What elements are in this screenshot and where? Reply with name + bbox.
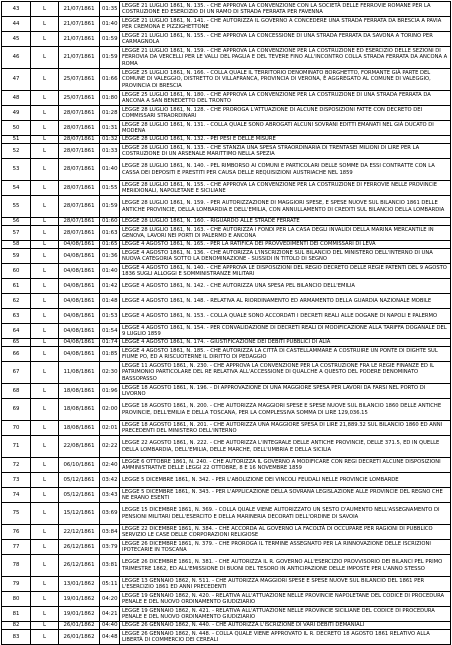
reference-cell: 04:21 bbox=[100, 607, 120, 622]
row-number-cell: 75 bbox=[2, 503, 31, 525]
table-row bbox=[2, 159, 451, 181]
reference-cell: 02:00 bbox=[100, 399, 120, 421]
table-row bbox=[2, 2, 451, 17]
act-type-cell: L bbox=[31, 47, 59, 69]
reference-cell: 01:48 bbox=[100, 294, 120, 309]
date-cell: 25/07/1861 bbox=[59, 69, 100, 91]
table-row bbox=[2, 347, 451, 362]
reference-cell: 01:65 bbox=[100, 241, 120, 249]
table-row bbox=[2, 218, 451, 226]
row-number-cell: 69 bbox=[2, 399, 31, 421]
date-cell: 28/07/1861 bbox=[59, 136, 100, 144]
date-cell: 28/07/1861 bbox=[59, 106, 100, 121]
description-cell: LEGGE 4 AGOSTO 1861, N. 165. - PER LA RATIFICA DEI PROVVEDIMENTI DEI COMMISSARI DI LEVA bbox=[120, 241, 451, 249]
description-cell: LEGGE 4 AGOSTO 1861, N. 154. - PER CONVALIDAZIONE DI DECRETI REALI DI MODIFICAZIONE ALLA TARIFFA DOGANALE DEL 9 LUGLIO 1859 bbox=[120, 324, 451, 339]
date-cell: 04/08/1861 bbox=[59, 241, 100, 249]
description-cell: LEGGE 18 AGOSTO 1861, N. 196. - DI APPROVAZIONE DI UNA MAGGIORE SPESA PER LAVORI DA FARSI NEL PORTO DI LIVORNO bbox=[120, 384, 451, 399]
act-type-cell: L bbox=[31, 473, 59, 488]
description-cell: LEGGE 19 GENNAIO 1862, N. 420. - RELATIVA ALL'ATTUAZIONE NELLE PROVINCIE NAPOLETANE DEL CODICE DI PROCEDURA PENALE E DEL NUOVO ORDINAMENTO GIUDIZIARIO bbox=[120, 592, 451, 607]
table-row bbox=[2, 32, 451, 47]
reference-cell: 01:33 bbox=[100, 144, 120, 159]
reference-cell: 05:11 bbox=[100, 577, 120, 592]
row-number-cell: 61 bbox=[2, 279, 31, 294]
description-cell: LEGGE 5 DICEMBRE 1861, N. 342. - PER L'ABOLIZIONE DEI VINCOLI FEUDALI NELLE PROVINCIE LOMBARDE bbox=[120, 473, 451, 488]
reference-cell: 01:31 bbox=[100, 121, 120, 136]
row-number-cell: 64 bbox=[2, 324, 31, 339]
description-cell: LEGGE 28 LUGLIO 1861, N. 128. - CHE PROROGA L'ATTUAZIONE DI ALCUNE DISPOSIZIONI FATTE CON DECRETO DEI COMMISSARI STRAORDINARI bbox=[120, 106, 451, 121]
date-cell: 13/01/1862 bbox=[59, 577, 100, 592]
row-number-cell: 47 bbox=[2, 69, 31, 91]
date-cell: 04/08/1861 bbox=[59, 264, 100, 279]
date-cell: 25/07/1861 bbox=[59, 91, 100, 106]
table-row bbox=[2, 436, 451, 458]
description-cell: LEGGE 4 AGOSTO 1861, N. 140. - CHE APPROVA LE DISPOSIZIONI DEL REGIO DECRETO DELLE REGIE PATENTI DEL 9 AGOSTO 1836 SUGLI ALLOGGI E SOMMINISTRANZE MILITARI bbox=[120, 264, 451, 279]
reference-cell: 01:32 bbox=[100, 136, 120, 144]
row-number-cell: 70 bbox=[2, 421, 31, 436]
description-cell: LEGGE 28 LUGLIO 1861, N. 160. - RIGUARDO ALLE STRADE FERRATE bbox=[120, 218, 451, 226]
reference-cell: 01:36 bbox=[100, 249, 120, 264]
date-cell: 28/07/1861 bbox=[59, 226, 100, 241]
act-type-cell: L bbox=[31, 384, 59, 399]
row-number-cell: 43 bbox=[2, 2, 31, 17]
table-row bbox=[2, 241, 451, 249]
table-row bbox=[2, 458, 451, 473]
row-number-cell: 82 bbox=[2, 622, 31, 630]
description-cell: LEGGE 11 AGOSTO 1861, N. 230. - CHE APPROVA LA CONVENZIONE PER LA COSTRUZIONE FRA LE REGIE FINANZE ED IL PATRIMONIO PARTICOLARE DEL RE RELATIVA ALL'ACCESSIONE DI QUALCHE A QUESTO DEL PODERE DENOMINATO BASSOPASSO bbox=[120, 362, 451, 384]
reference-cell: 04:40 bbox=[100, 622, 120, 630]
row-number-cell: 44 bbox=[2, 17, 31, 32]
date-cell: 28/07/1861 bbox=[59, 218, 100, 226]
reference-cell: 01:40 bbox=[100, 159, 120, 181]
act-type-cell: L bbox=[31, 362, 59, 384]
table-row bbox=[2, 17, 451, 32]
act-type-cell: L bbox=[31, 2, 59, 17]
reference-cell: 01:59 bbox=[100, 47, 120, 69]
date-cell: 15/12/1861 bbox=[59, 503, 100, 525]
reference-cell: 01:85 bbox=[100, 347, 120, 362]
act-type-cell: L bbox=[31, 630, 59, 645]
row-number-cell: 49 bbox=[2, 106, 31, 121]
date-cell: 26/01/1862 bbox=[59, 622, 100, 630]
reference-cell: 01:55 bbox=[100, 181, 120, 196]
date-cell: 04/08/1861 bbox=[59, 324, 100, 339]
table-row bbox=[2, 473, 451, 488]
act-type-cell: L bbox=[31, 279, 59, 294]
act-type-cell: L bbox=[31, 339, 59, 347]
row-number-cell: 45 bbox=[2, 32, 31, 47]
date-cell: 28/07/1861 bbox=[59, 159, 100, 181]
date-cell: 11/08/1861 bbox=[59, 362, 100, 384]
row-number-cell: 74 bbox=[2, 488, 31, 503]
row-number-cell: 54 bbox=[2, 181, 31, 196]
act-type-cell: L bbox=[31, 503, 59, 525]
act-type-cell: L bbox=[31, 421, 59, 436]
row-number-cell: 62 bbox=[2, 294, 31, 309]
register-rows bbox=[2, 2, 451, 645]
reference-cell: 01:59 bbox=[100, 196, 120, 218]
row-number-cell: 78 bbox=[2, 555, 31, 577]
date-cell: 04/08/1861 bbox=[59, 309, 100, 324]
date-cell: 21/07/1861 bbox=[59, 17, 100, 32]
row-number-cell: 52 bbox=[2, 144, 31, 159]
act-type-cell: L bbox=[31, 106, 59, 121]
table-row bbox=[2, 503, 451, 525]
table-row bbox=[2, 181, 451, 196]
table-row bbox=[2, 69, 451, 91]
table-row bbox=[2, 249, 451, 264]
description-cell: LEGGE 28 LUGLIO 1861, N. 133. - CHE STANZIA UNA SPESA STRAORDINARIA DI TRENTASEI MILIONI DI LIRE PER LA COSTRUZIONE DI UN ARSENALE MARITTIMO NELLA SPEZIA bbox=[120, 144, 451, 159]
date-cell: 04/08/1861 bbox=[59, 294, 100, 309]
description-cell: LEGGE 28 LUGLIO 1861, N. 131. - COLLA QUALE SONO ABROGATI ALCUNI SOVRANI EDITTI EMANATI NEL GIÀ DUCATO DI MODENA bbox=[120, 121, 451, 136]
description-cell: LEGGE 25 LUGLIO 1861, N. 180. - CHE APPROVA LA CONVENZIONE PER LA COSTRUZIONE DI UNA STRADA FERRATA DA ANCONA A SAN BENEDETTO DEL TRONTO bbox=[120, 91, 451, 106]
reference-cell: 03:79 bbox=[100, 540, 120, 555]
description-cell: LEGGE 22 AGOSTO 1861, N. 222. - CHE AUTORIZZA L'INTEGRALE DELLE ANTICHE PROVINCIE, DELLE 371.5, ED IN QUELLE DELLA LOMBARDIA, DELL'EMILIA, DELLE MARCHE, DELL'UMBRIA E DELLA SICILIA bbox=[120, 436, 451, 458]
act-type-cell: L bbox=[31, 309, 59, 324]
row-number-cell: 67 bbox=[2, 362, 31, 384]
act-type-cell: L bbox=[31, 159, 59, 181]
date-cell: 04/08/1861 bbox=[59, 249, 100, 264]
description-cell: LEGGE 21 LUGLIO 1861, N. 135. - CHE APPROVA LA CONVENZIONE CON LA SOCIETÀ DELLE FERROVIE ROMANE PER LA COSTRUZIONE ED ESERCIZIO DI UN RAMO DI STRADA FERRATA PER FAVENNA bbox=[120, 2, 451, 17]
date-cell: 04/08/1861 bbox=[59, 339, 100, 347]
row-number-cell: 57 bbox=[2, 226, 31, 241]
table-row bbox=[2, 294, 451, 309]
description-cell: LEGGE 19 GENNAIO 1862, N. 421. - RELATIVA ALL'ATTUAZIONE NELLE PROVINCIE SICILIANE DEL CODICE DI PROCEDURA PENALE E DEL NUOVO ORDINAMENTO GIUDIZIARIO bbox=[120, 607, 451, 622]
description-cell: LEGGE 26 GENNAIO 1862, N. 440. - CHE AUTORIZZA L'ISCRIZIONE DI VARI DEBITI DEMANIALI bbox=[120, 622, 451, 630]
date-cell: 05/12/1861 bbox=[59, 473, 100, 488]
description-cell: LEGGE 28 LUGLIO 1861, N. 163. - CHE AUTORIZZA I FONDI PER LA CASA DEGLI INVALIDI DELLA MARINA MERCANTILE IN GENOVA, LAVORI NEI PORTI DI PALERMO E ANCONA bbox=[120, 226, 451, 241]
description-cell: LEGGE 15 DICEMBRE 1861, N. 369. - COLLA QUALE VIENE AUTORIZZATO UN SESTO D'AUMENTO NELL'ASSEGNAMENTO DI PENSIONI MILITARI DELL'ESERCITO E DELLA MARINERIA DECORATI DELL'ORDINE DI SAVOIA bbox=[120, 503, 451, 525]
table-row bbox=[2, 488, 451, 503]
row-number-cell: 76 bbox=[2, 525, 31, 540]
act-type-cell: L bbox=[31, 181, 59, 196]
act-type-cell: L bbox=[31, 525, 59, 540]
table-row bbox=[2, 592, 451, 607]
act-type-cell: L bbox=[31, 32, 59, 47]
date-cell: 28/07/1861 bbox=[59, 181, 100, 196]
date-cell: 22/12/1861 bbox=[59, 525, 100, 540]
row-number-cell: 56 bbox=[2, 218, 31, 226]
description-cell: LEGGE 28 LUGLIO 1861, N. 155. - CHE APPROVA LA CONVENZIONE PER LA COSTRUZIONE DI FERROVIE NELLE PROVINCIE MERIDIONALI, NAPOLETANE E SICILIANE bbox=[120, 181, 451, 196]
description-cell: LEGGE 28 LUGLIO 1861, N. 140. - PEL RIMBORSO AI COMUNI E PARTICOLARI DELLE SOMME DA ESSI CONTRATTE CON LA CASSA DEI DEPOSITI E PRESTITI PER CAUSA DELLE REQUISIZIONI AUSTRIACHE NEL 1859 bbox=[120, 159, 451, 181]
act-type-cell: L bbox=[31, 607, 59, 622]
description-cell: LEGGE 13 GENNAIO 1862, N. 511. - CHE AUTORIZZA MAGGIORI SPESE E SPESE NUOVE SUL BILANCIO DEL 1861 PER L'ESERCIZIO 1861 ED ANNI PRECEDENTI bbox=[120, 577, 451, 592]
act-type-cell: L bbox=[31, 294, 59, 309]
description-cell: LEGGE 4 AGOSTO 1861, N. 148. - RELATIVA AL RIORDINAMENTO ED ARMAMENTO DELLA GUARDIA NAZIONALE MOBILE bbox=[120, 294, 451, 309]
date-cell: 06/10/1861 bbox=[59, 458, 100, 473]
row-number-cell: 59 bbox=[2, 249, 31, 264]
act-type-cell: L bbox=[31, 264, 59, 279]
row-number-cell: 77 bbox=[2, 540, 31, 555]
row-number-cell: 65 bbox=[2, 339, 31, 347]
date-cell: 26/12/1861 bbox=[59, 555, 100, 577]
act-type-cell: L bbox=[31, 436, 59, 458]
row-number-cell: 73 bbox=[2, 473, 31, 488]
description-cell: LEGGE 26 GENNAIO 1862, N. 448. - COLLA QUALE VIENE APPROVATO IL R. DECRETO 18 AGOSTO 1861 RELATIVO ALLA LIBERTÀ DI COMMERCIO DEI CEREALI bbox=[120, 630, 451, 645]
date-cell: 26/12/1861 bbox=[59, 540, 100, 555]
act-type-cell: L bbox=[31, 196, 59, 218]
table-row bbox=[2, 324, 451, 339]
act-type-cell: L bbox=[31, 69, 59, 91]
description-cell: LEGGE 21 LUGLIO 1861, N. 159. - CHE APPROVA LA CONVENZIONE PER LA COSTRUZIONE ED ESERCIZIO DELLE SEZIONI DI FERROVIA DA VERCELLI PER LE VALLI DEL PAGLIA E DEL TEVERE FINO ALL'INCONTRO COLLA STRADA FERRATA DA ANCONA A ROMA bbox=[120, 47, 451, 69]
reference-cell: 01:42 bbox=[100, 279, 120, 294]
table-row bbox=[2, 106, 451, 121]
description-cell: LEGGE 26 DICEMBRE 1861, N. 379. - CHE PROROGA IL TERMINE ASSEGNATO PER LA RINNOVAZIONE DELLE ISCRIZIONI IPOTECARIE IN TOSCANA bbox=[120, 540, 451, 555]
act-type-cell: L bbox=[31, 458, 59, 473]
row-number-cell: 63 bbox=[2, 309, 31, 324]
row-number-cell: 46 bbox=[2, 47, 31, 69]
act-type-cell: L bbox=[31, 622, 59, 630]
table-row bbox=[2, 196, 451, 218]
description-cell: LEGGE 4 AGOSTO 1861, N. 153. - COLLA QUALE SONO ACCORDATI I DECRETI REALI ALLE DOGANE DI NAPOLI E PALERMO bbox=[120, 309, 451, 324]
table-row bbox=[2, 264, 451, 279]
row-number-cell: 68 bbox=[2, 384, 31, 399]
reference-cell: 02:01 bbox=[100, 421, 120, 436]
reference-cell: 01:63 bbox=[100, 226, 120, 241]
table-row bbox=[2, 362, 451, 384]
date-cell: 28/07/1861 bbox=[59, 121, 100, 136]
reference-cell: 04:48 bbox=[100, 630, 120, 645]
date-cell: 28/07/1861 bbox=[59, 196, 100, 218]
reference-cell: 01:60 bbox=[100, 218, 120, 226]
reference-cell: 04:20 bbox=[100, 592, 120, 607]
table-row bbox=[2, 577, 451, 592]
reference-cell: 02:22 bbox=[100, 436, 120, 458]
act-type-cell: L bbox=[31, 91, 59, 106]
act-type-cell: L bbox=[31, 347, 59, 362]
row-number-cell: 50 bbox=[2, 121, 31, 136]
date-cell: 04/08/1861 bbox=[59, 347, 100, 362]
row-number-cell: 51 bbox=[2, 136, 31, 144]
reference-cell: 03:69 bbox=[100, 503, 120, 525]
description-cell: LEGGE 28 LUGLIO 1861, N. 159. - PER AUTORIZZAZIONE DI MAGGIORI SPESE, E SPESE NUOVE SUL BILANCIO 1861 DELLE ANTICHE PROVINCIE, DELLA LOMBARDIA E DELL'EMILIA, CON ANNULLAMENTO DI CREDITI SUL BILANCIO DELLA LOMBARDIA bbox=[120, 196, 451, 218]
table-row bbox=[2, 144, 451, 159]
row-number-cell: 80 bbox=[2, 592, 31, 607]
row-number-cell: 71 bbox=[2, 436, 31, 458]
description-cell: LEGGE 28 LUGLIO 1861, N. 132. - PEI PESI E DELLE MISURE bbox=[120, 136, 451, 144]
reference-cell: 01:40 bbox=[100, 264, 120, 279]
act-type-cell: L bbox=[31, 577, 59, 592]
description-cell: LEGGE 18 AGOSTO 1861, N. 200. - CHE AUTORIZZA MAGGIORI SPESE E SPESE NUOVE SUL BILANCIO 1860 DELLE ANTICHE PROVINCIE, DELL'EMILIA E DELLA TOSCANA, PER LA COMPLESSIVA SOMMA DI LIRE 129,036.15 bbox=[120, 399, 451, 421]
row-number-cell: 66 bbox=[2, 347, 31, 362]
act-type-cell: L bbox=[31, 218, 59, 226]
reference-cell: 03:81 bbox=[100, 555, 120, 577]
act-type-cell: L bbox=[31, 324, 59, 339]
reference-cell: 01:59 bbox=[100, 32, 120, 47]
table-row bbox=[2, 121, 451, 136]
date-cell: 21/07/1861 bbox=[59, 32, 100, 47]
act-type-cell: L bbox=[31, 17, 59, 32]
table-row bbox=[2, 226, 451, 241]
table-row bbox=[2, 525, 451, 540]
row-number-cell: 60 bbox=[2, 264, 31, 279]
act-type-cell: L bbox=[31, 488, 59, 503]
date-cell: 28/07/1861 bbox=[59, 144, 100, 159]
date-cell: 18/08/1861 bbox=[59, 384, 100, 399]
table-row bbox=[2, 339, 451, 347]
description-cell: LEGGE 22 DICEMBRE 1861, N. 384. - CHE ACCORDA AL GOVERNO LA FACOLTÀ DI OCCUPARE PER RAGIONI DI PUBBLICO SERVIZIO LE CASE DELLE CORPORAZIONI RELIGIOSE bbox=[120, 525, 451, 540]
row-number-cell: 79 bbox=[2, 577, 31, 592]
description-cell: LEGGE 18 AGOSTO 1861, N. 201. - CHE AUTORIZZA UNA MAGGIORE SPESA DI LIRE 21,889.32 SUL BILANCIO 1860 ED ANNI PRECEDENTI DEL MINISTERO DELL'INTERNO bbox=[120, 421, 451, 436]
reference-cell: 03:84 bbox=[100, 525, 120, 540]
table-row bbox=[2, 309, 451, 324]
date-cell: 26/01/1862 bbox=[59, 630, 100, 645]
act-type-cell: L bbox=[31, 555, 59, 577]
act-type-cell: L bbox=[31, 144, 59, 159]
reference-cell: 01:96 bbox=[100, 384, 120, 399]
row-number-cell: 83 bbox=[2, 630, 31, 645]
row-number-cell: 48 bbox=[2, 91, 31, 106]
description-cell: LEGGE 5 DICEMBRE 1861, N. 343. - PER L'APPLICAZIONE DELLA SOVRANA LEGISLAZIONE ALLE PROVINCIE DEL REGNO CHE NE ERANO ESENTI bbox=[120, 488, 451, 503]
reference-cell: 03:42 bbox=[100, 473, 120, 488]
act-type-cell: L bbox=[31, 540, 59, 555]
act-type-cell: L bbox=[31, 121, 59, 136]
table-row bbox=[2, 279, 451, 294]
act-type-cell: L bbox=[31, 226, 59, 241]
reference-cell: 01:74 bbox=[100, 339, 120, 347]
date-cell: 04/08/1861 bbox=[59, 279, 100, 294]
date-cell: 18/08/1861 bbox=[59, 399, 100, 421]
act-type-cell: L bbox=[31, 136, 59, 144]
description-cell: LEGGE 21 LUGLIO 1861, N. 141. - CHE AUTORIZZA IL GOVERNO A CONCEDERE UNA STRADA FERRATA DA BRESCIA A PAVIA PER CREMONA E PIZZIGHETTONE bbox=[120, 17, 451, 32]
reference-cell: 01:28 bbox=[100, 106, 120, 121]
table-row bbox=[2, 421, 451, 436]
act-type-cell: L bbox=[31, 399, 59, 421]
table-row bbox=[2, 384, 451, 399]
date-cell: 05/12/1861 bbox=[59, 488, 100, 503]
date-cell: 22/08/1861 bbox=[59, 436, 100, 458]
legislation-register-table bbox=[1, 1, 451, 645]
table-row bbox=[2, 622, 451, 630]
table-row bbox=[2, 555, 451, 577]
reference-cell: 01:40 bbox=[100, 17, 120, 32]
reference-cell: 01:54 bbox=[100, 324, 120, 339]
description-cell: LEGGE 4 AGOSTO 1861, N. 174. - GIUSTIFICAZIONE DEI DEBITI PUBBLICI DI ALIA bbox=[120, 339, 451, 347]
reference-cell: 03:43 bbox=[100, 488, 120, 503]
table-row bbox=[2, 91, 451, 106]
description-cell: LEGGE 6 OTTOBRE 1861, N. 240. - CHE AUTORIZZA IL GOVERNO A MODIFICARE CON REGI DECRETI ALCUNE DISPOSIZIONI AMMINISTRATIVE DELLE LEGGI 22 OTTOBRE, 8 E 16 NOVEMBRE 1859 bbox=[120, 458, 451, 473]
date-cell: 21/07/1861 bbox=[59, 47, 100, 69]
table-row bbox=[2, 399, 451, 421]
table-row bbox=[2, 47, 451, 69]
reference-cell: 02:40 bbox=[100, 458, 120, 473]
date-cell: 21/07/1861 bbox=[59, 2, 100, 17]
act-type-cell: L bbox=[31, 592, 59, 607]
description-cell: LEGGE 4 AGOSTO 1861, N. 185. - CHE AUTORIZZA LA CITTÀ DI CASTELLAMMARE A COSTRUIRE UN PONTE DI DIGHTE SUL FIUME PO, ED A RISCUOTERNE IL DIRITTO DI PEDAGGIO bbox=[120, 347, 451, 362]
act-type-cell: L bbox=[31, 241, 59, 249]
reference-cell: 01:35 bbox=[100, 2, 120, 17]
reference-cell: 01:80 bbox=[100, 91, 120, 106]
reference-cell: 01:53 bbox=[100, 309, 120, 324]
description-cell: LEGGE 26 DICEMBRE 1861, N. 381. - CHE AUTORIZZA IL R. GOVERNO ALL'ESERCIZIO PROVVISORIO DEI BILANCI PEL PRIMO TRIMESTRE 1862, ED ALL'EMISSIONE DI BUONI DEL TESORO IN ANTICIPAZIONE DELLE IMPOSTE PER L'ANNO STESSO bbox=[120, 555, 451, 577]
table-row bbox=[2, 607, 451, 622]
description-cell: LEGGE 4 AGOSTO 1861, N. 136. - CHE AUTORIZZA L'INSCRIZIONE SUL BILANCIO DEL MINISTERO DELL'INTERNO DI UNA NUOVA CATEGORIA SOTTO LA DENOMINAZIONE - SUSSIDI IN TITOLO DI SEGNO bbox=[120, 249, 451, 264]
table-row bbox=[2, 136, 451, 144]
date-cell: 19/01/1862 bbox=[59, 592, 100, 607]
row-number-cell: 72 bbox=[2, 458, 31, 473]
description-cell: LEGGE 25 LUGLIO 1861, N. 166. - COLLA QUALE IL TERRITORIO DENOMINATO BORGHETTO, FORMANTE GIÀ PARTE DEL COMUNE DI VALEGGIO, DISTRETTO DI VILLAFRANCA, PROVINCIA DI VERONA, È AGGREGATO AL COMUNE DI VALEGGIO, PROVINCIA DI BRESCIA bbox=[120, 69, 451, 91]
description-cell: LEGGE 4 AGOSTO 1861, N. 142. - CHE AUTORIZZA UNA SPESA PEL BILANCIO DELL'EMILIA bbox=[120, 279, 451, 294]
table-row bbox=[2, 540, 451, 555]
row-number-cell: 55 bbox=[2, 196, 31, 218]
row-number-cell: 53 bbox=[2, 159, 31, 181]
act-type-cell: L bbox=[31, 249, 59, 264]
row-number-cell: 81 bbox=[2, 607, 31, 622]
date-cell: 18/08/1861 bbox=[59, 421, 100, 436]
row-number-cell: 58 bbox=[2, 241, 31, 249]
reference-cell: 01:66 bbox=[100, 69, 120, 91]
date-cell: 19/01/1862 bbox=[59, 607, 100, 622]
table-row bbox=[2, 630, 451, 645]
reference-cell: 02:30 bbox=[100, 362, 120, 384]
description-cell: LEGGE 21 LUGLIO 1861, N. 155. - CHE APPROVA LA CONCESSIONE DI UNA STRADA FERRATA DA SAVONA A TORINO PER CARMAGNOLA bbox=[120, 32, 451, 47]
